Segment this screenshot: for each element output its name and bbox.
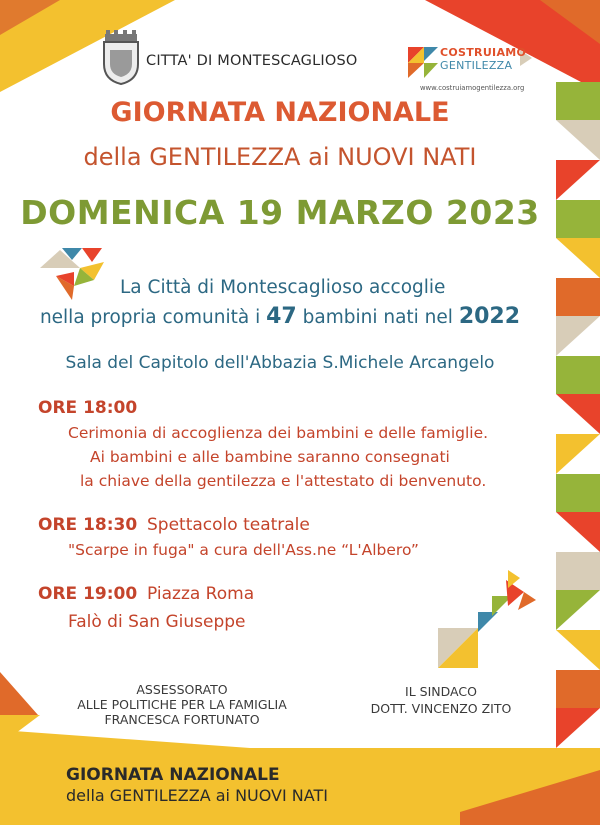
event-3-line-1: Falò di San Giuseppe — [68, 612, 246, 632]
right-strip — [556, 82, 600, 825]
event-2-line-1: "Scarpe in fuga" a cura dell'Ass.ne “L'Albero” — [68, 541, 419, 559]
birth-year: 2022 — [458, 304, 521, 329]
footer-subtitle: della GENTILEZZA ai NUOVI NATI — [66, 786, 328, 805]
tangram-heart-icon — [40, 248, 104, 300]
signature-left-line-3: FRANCESCA FORTUNATO — [104, 712, 260, 727]
intro-line-2-pre: nella propria comunità i — [39, 307, 267, 328]
logo-url: www.costruiamogentilezza.org — [420, 84, 525, 92]
logo-line-1: COSTRUIAMO — [440, 46, 527, 59]
event-date: DOMENICA 19 MARZO 2023 — [20, 193, 540, 232]
event-3-title: Piazza Roma — [147, 584, 255, 604]
venue: Sala del Capitolo dell'Abbazia S.Michele Arcangelo — [65, 353, 495, 373]
event-1-line-3: la chiave della gentilezza e l'attestato di benvenuto. — [80, 472, 487, 490]
event-1-line-1: Cerimonia di accoglienza dei bambini e delle famiglie. — [68, 424, 489, 442]
children-count: 47 — [266, 304, 297, 329]
intro-line-2-mid: bambini nati nel — [296, 307, 459, 328]
event-1-time: ORE 18:00 — [38, 398, 138, 418]
signature-right-line-2: DOTT. VINCENZO ZITO — [370, 701, 512, 716]
signature-left-line-2: ALLE POLITICHE PER LA FAMIGLIA — [77, 697, 287, 712]
subtitle: della GENTILEZZA ai NUOVI NATI — [83, 143, 477, 171]
event-2-title: Spettacolo teatrale — [147, 515, 310, 535]
tangram-bird-icon — [438, 570, 536, 668]
main-title: GIORNATA NAZIONALE — [110, 97, 450, 128]
footer-band-wedge — [0, 730, 250, 748]
coat-of-arms-icon — [104, 30, 138, 84]
event-3-time: ORE 19:00 — [38, 584, 138, 604]
bottom-left-triangle-orange — [0, 672, 38, 715]
event-2-time: ORE 18:30 — [38, 515, 138, 535]
footer-title: GIORNATA NAZIONALE — [66, 765, 280, 785]
signature-left-line-1: ASSESSORATO — [136, 682, 228, 697]
signature-right-line-1: IL SINDACO — [405, 684, 477, 699]
event-1-line-2: Ai bambini e alle bambine saranno consegnati — [90, 448, 450, 466]
intro-line-1: La Città di Montescaglioso accoglie — [120, 277, 446, 298]
city-name: CITTA' DI MONTESCAGLIOSO — [146, 53, 358, 69]
logo-line-2: GENTILEZZA — [440, 59, 513, 72]
intro-line-2 — [0, 304, 560, 329]
